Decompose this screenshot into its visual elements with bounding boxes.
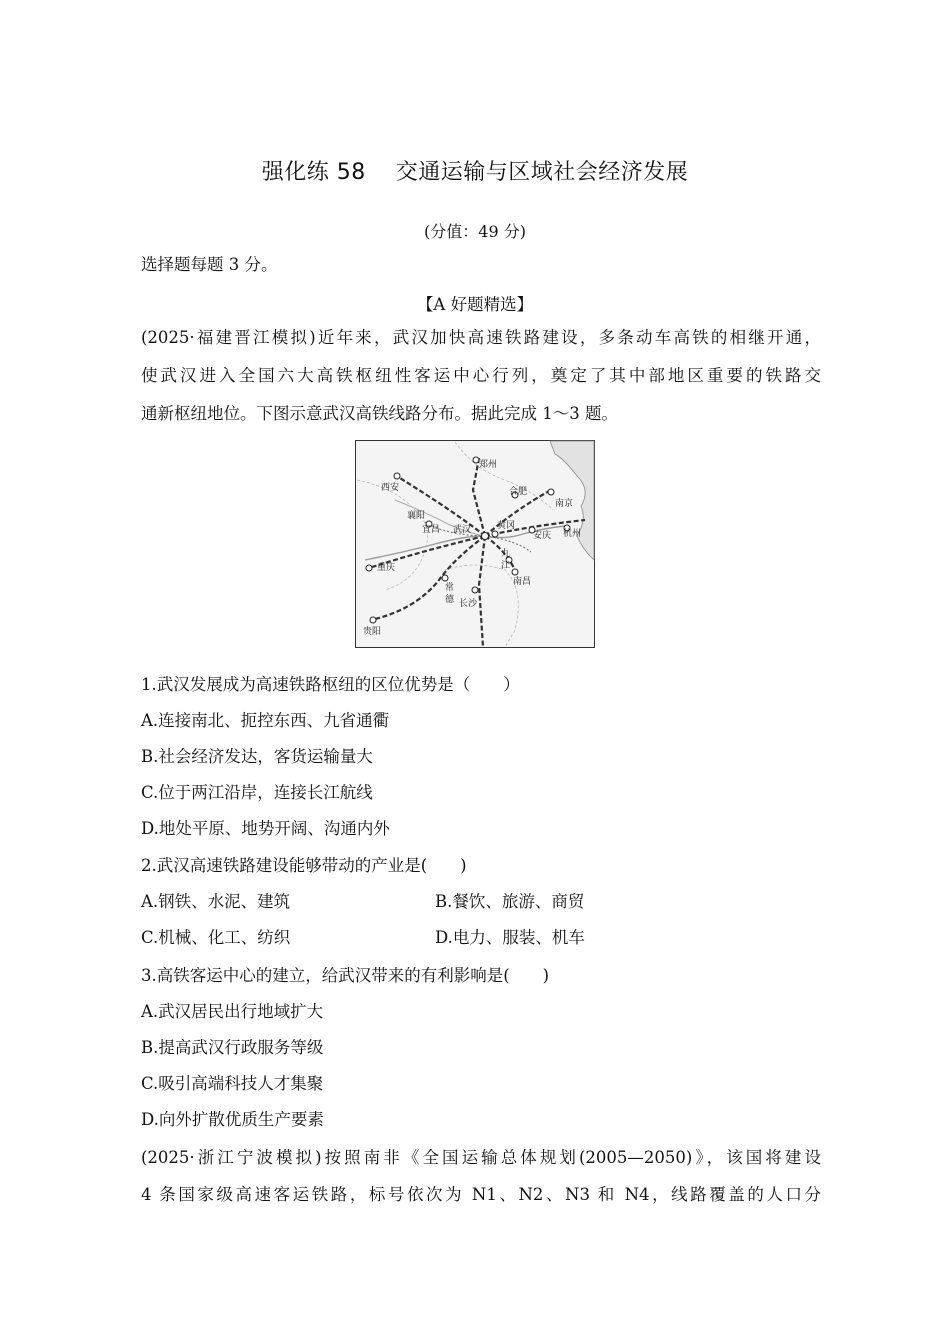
city-marker — [394, 473, 400, 479]
question-3-option-b: B.提高武汉行政服务等级 — [141, 1038, 324, 1057]
city-marker — [492, 531, 498, 537]
passage2-line: (2025·浙江宁波模拟)按照南非《全国运输总体规划(2005—2050)》，该国将建设 — [141, 1148, 821, 1167]
city-label: 西安 — [381, 483, 400, 493]
city-marker — [512, 569, 518, 575]
city-label: 贵阳 — [363, 627, 382, 637]
city-label: 九 — [501, 549, 511, 559]
wuhan-railway-map — [355, 440, 595, 648]
page-title: 强化练 58 交通运输与区域社会经济发展 — [261, 160, 689, 185]
question-2-option-d: D.电力、服装、机车 — [435, 928, 585, 947]
city-marker-wuhan — [482, 533, 489, 540]
instruction-text: 选择题每题 3 分。 — [141, 255, 278, 274]
city-label: 常 — [445, 583, 455, 593]
city-label: 襄阳 — [407, 511, 426, 521]
question-1-option-d: D.地处平原、地势开阔、沟通内外 — [141, 819, 390, 838]
city-marker — [366, 565, 372, 571]
question-1-option-a: A.连接南北、扼控东西、九省通衢 — [141, 711, 390, 730]
question-3-option-d: D.向外扩散优质生产要素 — [141, 1110, 324, 1129]
question-2-option-a: A.钢铁、水泥、建筑 — [141, 892, 291, 911]
section-heading: 【A 好题精选】 — [416, 295, 534, 314]
question-2-option-b: B.餐饮、旅游、商贸 — [435, 892, 585, 911]
city-label: 南京 — [555, 499, 574, 509]
city-label: 合肥 — [509, 487, 528, 497]
city-label: 黄冈 — [497, 521, 516, 531]
city-label: 重庆 — [377, 563, 396, 573]
city-marker — [370, 617, 376, 623]
question-1-stem: 1.武汉发展成为高速铁路枢纽的区位优势是（ ） — [141, 675, 520, 694]
passage1-line: 通新枢纽地位。下图示意武汉高铁线路分布。据此完成 1～3 题。 — [141, 404, 618, 423]
question-2-option-c: C.机械、化工、纺织 — [141, 928, 291, 947]
question-2-stem: 2.武汉高速铁路建设能够带动的产业是( ) — [141, 856, 467, 875]
city-label: 宜昌 — [422, 525, 441, 535]
city-label: 安庆 — [533, 531, 552, 541]
question-3-option-c: C.吸引高端科技人才集聚 — [141, 1074, 324, 1093]
passage1-line: (2025·福建晋江模拟)近年来，武汉加快高速铁路建设，多条动车高铁的相继开通， — [141, 328, 821, 347]
city-label: 武汉 — [453, 525, 472, 535]
city-marker — [548, 489, 554, 495]
city-marker — [472, 587, 478, 593]
question-1-option-c: C.位于两江沿岸，连接长江航线 — [141, 783, 373, 802]
city-label: 郑州 — [479, 460, 498, 470]
passage1-line: 使武汉进入全国六大高铁枢纽性客运中心行列，奠定了其中部地区重要的铁路交 — [141, 366, 821, 385]
passage2-line: 4 条国家级高速客运铁路，标号依次为 N1、N2、N3 和 N4，线路覆盖的人口分 — [141, 1185, 821, 1204]
city-label: 长沙 — [459, 599, 478, 609]
city-label: 杭州 — [563, 529, 582, 539]
score-note: (分值：49 分) — [424, 222, 526, 241]
city-marker — [442, 575, 448, 581]
question-1-option-b: B.社会经济发达，客货运输量大 — [141, 747, 373, 766]
question-3-stem: 3.高铁客运中心的建立，给武汉带来的有利影响是( ) — [141, 966, 550, 985]
city-label: 南昌 — [513, 577, 532, 587]
question-3-option-a: A.武汉居民出行地域扩大 — [141, 1002, 324, 1021]
city-label: 德 — [445, 595, 455, 605]
city-label: 江 — [501, 561, 511, 571]
